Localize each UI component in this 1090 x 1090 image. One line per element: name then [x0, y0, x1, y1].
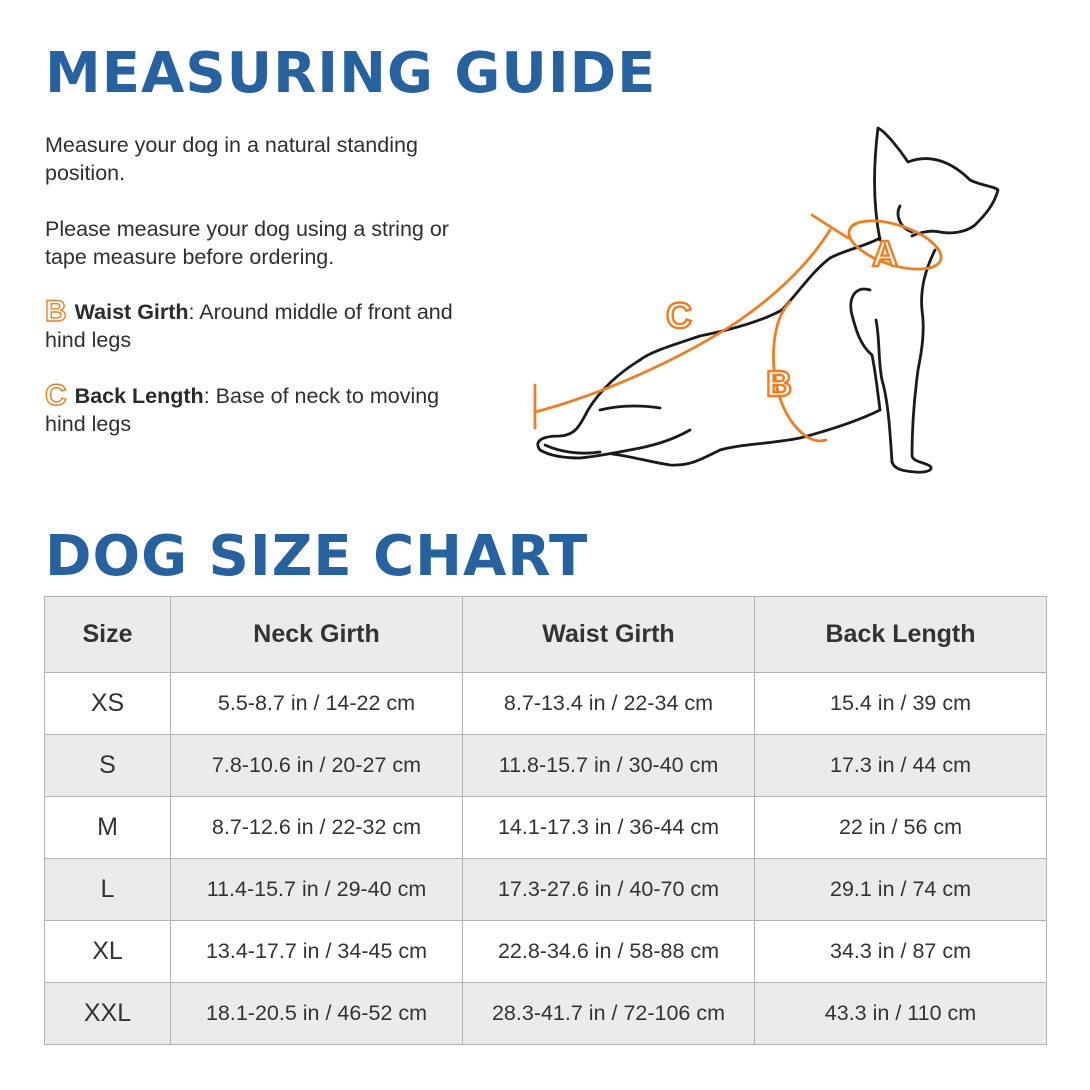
size-chart-title: DOG SIZE CHART	[45, 524, 589, 589]
neck-girth-cell: 8.7-12.6 in / 22-32 cm	[171, 797, 463, 859]
waist-girth-label: Waist Girth	[74, 300, 189, 324]
back-length-note	[45, 379, 475, 438]
back-length-cell: 17.3 in / 44 cm	[755, 735, 1047, 797]
dog-measuring-diagram	[520, 115, 1010, 485]
waist-girth-cell: 14.1-17.3 in / 36-44 cm	[463, 797, 755, 859]
back-length-label: Back Length	[74, 384, 204, 408]
header-size: Size	[45, 597, 171, 673]
table-row	[45, 673, 1047, 735]
diagram-label-b: B	[766, 363, 792, 404]
diagram-label-a: A	[872, 233, 898, 274]
size-cell: XXL	[45, 983, 171, 1045]
back-length-cell: 43.3 in / 110 cm	[755, 983, 1047, 1045]
waist-girth-cell: 28.3-41.7 in / 72-106 cm	[463, 983, 755, 1045]
table-row	[45, 921, 1047, 983]
back-length-cell: 22 in / 56 cm	[755, 797, 1047, 859]
neck-girth-cell: 18.1-20.5 in / 46-52 cm	[171, 983, 463, 1045]
size-chart-table	[44, 596, 1047, 1045]
neck-girth-cell: 11.4-15.7 in / 29-40 cm	[171, 859, 463, 921]
neck-girth-cell: 13.4-17.7 in / 34-45 cm	[171, 921, 463, 983]
measurement-letters	[666, 233, 898, 404]
waist-girth-description: : Around middle of front and hind legs	[45, 300, 453, 352]
back-length-cell: 34.3 in / 87 cm	[755, 921, 1047, 983]
measuring-guide-title: MEASURING GUIDE	[45, 41, 657, 106]
waist-girth-cell: 17.3-27.6 in / 40-70 cm	[463, 859, 755, 921]
size-cell: S	[45, 735, 171, 797]
size-cell: M	[45, 797, 171, 859]
table-header-row	[45, 597, 1047, 673]
neck-girth-cell: 7.8-10.6 in / 20-27 cm	[171, 735, 463, 797]
back-length-description: : Base of neck to moving hind legs	[45, 384, 440, 436]
waist-girth-note	[45, 295, 475, 354]
c-letter-icon: C	[45, 379, 67, 412]
waist-girth-cell: 8.7-13.4 in / 22-34 cm	[463, 673, 755, 735]
size-cell: L	[45, 859, 171, 921]
back-length-cell: 15.4 in / 39 cm	[755, 673, 1047, 735]
b-letter-icon: B	[45, 295, 67, 328]
table-row	[45, 983, 1047, 1045]
header-neck-girth: Neck Girth	[171, 597, 463, 673]
table-row	[45, 797, 1047, 859]
header-back-length: Back Length	[755, 597, 1047, 673]
size-cell: XS	[45, 673, 171, 735]
waist-girth-cell: 22.8-34.6 in / 58-88 cm	[463, 921, 755, 983]
table-row	[45, 859, 1047, 921]
instruction-text: Please measure your dog using a string or tape measure before ordering.	[45, 217, 449, 269]
intro-text: Measure your dog in a natural standing position.	[45, 133, 418, 185]
table-row	[45, 735, 1047, 797]
waist-girth-cell: 11.8-15.7 in / 30-40 cm	[463, 735, 755, 797]
back-length-cell: 29.1 in / 74 cm	[755, 859, 1047, 921]
diagram-label-c: C	[666, 295, 692, 336]
size-cell: XL	[45, 921, 171, 983]
header-waist-girth: Waist Girth	[463, 597, 755, 673]
neck-girth-cell: 5.5-8.7 in / 14-22 cm	[171, 673, 463, 735]
